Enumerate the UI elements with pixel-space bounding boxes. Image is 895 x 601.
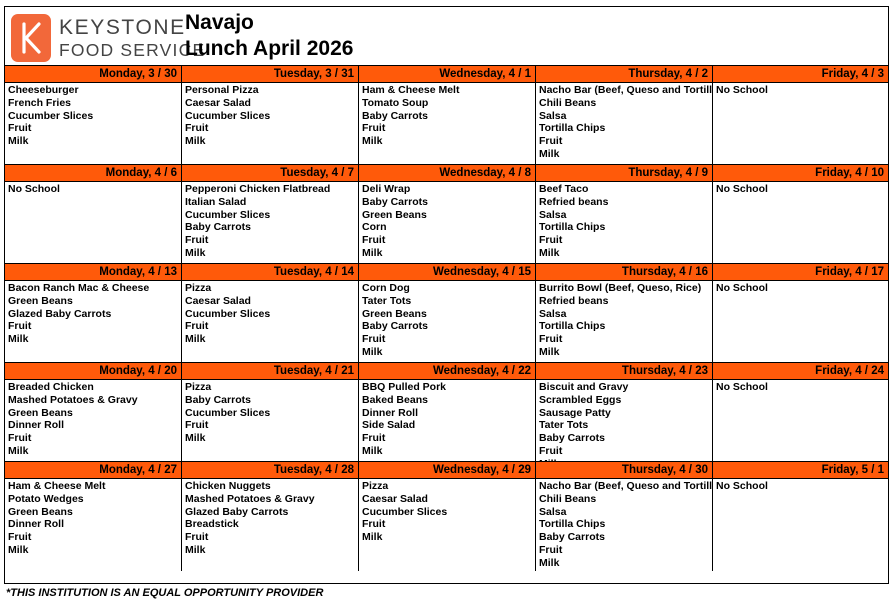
menu-item: Fruit (185, 320, 209, 333)
menu-item: Fruit (539, 234, 563, 247)
day-cell (535, 462, 712, 571)
menu-item: Tater Tots (539, 419, 589, 432)
menu-item: Milk (362, 246, 383, 259)
day-cell (712, 462, 888, 571)
menu-item: Baked Beans (362, 393, 428, 406)
day-cell (5, 66, 181, 164)
footer-note: *THIS INSTITUTION IS AN EQUAL OPPORTUNITY PROVIDER (6, 587, 324, 599)
day-cell (5, 363, 181, 461)
menu-items (713, 281, 888, 295)
menu-item: Corn Dog (362, 282, 410, 294)
menu-item: Fruit (362, 234, 386, 247)
menu-item: Caesar Salad (362, 492, 428, 505)
school-name: Navajo (185, 11, 254, 34)
menu-item: Fruit (539, 333, 563, 346)
menu-item: Fruit (185, 531, 209, 544)
menu-item: Milk (185, 432, 206, 445)
day-header: Thursday, 4 / 23 (536, 363, 712, 380)
day-header: Wednesday, 4 / 1 (359, 66, 535, 83)
menu-items (536, 281, 712, 359)
day-cell (535, 363, 712, 461)
menu-item: Deli Wrap (362, 183, 411, 195)
menu-items (5, 83, 181, 148)
menu-item: Side Salad (362, 419, 416, 432)
menu-item: Milk (362, 531, 383, 544)
menu-item: Burrito Bowl (Beef, Queso, Rice) (539, 282, 702, 294)
day-header: Monday, 4 / 13 (5, 264, 181, 281)
menu-item: BBQ Pulled Pork (362, 381, 447, 393)
menu-item: Caesar Salad (185, 294, 251, 307)
menu-item: Milk (8, 444, 29, 457)
day-cell (181, 462, 358, 571)
menu-item: Tortilla Chips (539, 320, 606, 333)
menu-items (536, 380, 712, 471)
menu-item: Breadstick (185, 518, 239, 531)
menu-item: Ham & Cheese Melt (8, 480, 106, 492)
menu-item: Glazed Baby Carrots (8, 307, 112, 320)
day-cell (535, 66, 712, 164)
day-header: Friday, 4 / 24 (713, 363, 888, 380)
menu-items (536, 182, 712, 260)
menu-item: Chili Beans (539, 96, 597, 109)
menu-items (182, 182, 358, 260)
menu-item: Chili Beans (539, 492, 597, 505)
week-row (5, 362, 888, 461)
day-header: Tuesday, 4 / 14 (182, 264, 358, 281)
menu-item: Fruit (185, 122, 209, 135)
day-header: Tuesday, 4 / 21 (182, 363, 358, 380)
menu-item: Dinner Roll (362, 406, 419, 419)
menu-item: Baby Carrots (362, 109, 428, 122)
menu-item: Green Beans (8, 505, 73, 518)
day-header: Tuesday, 4 / 28 (182, 462, 358, 479)
menu-item: Dinner Roll (8, 518, 65, 531)
day-header: Monday, 4 / 20 (5, 363, 181, 380)
menu-items (5, 479, 181, 557)
menu-item: Milk (8, 543, 29, 556)
menu-items (359, 182, 535, 260)
menu-items (182, 380, 358, 445)
menu-items (5, 380, 181, 458)
day-cell (358, 363, 535, 461)
menu-item: Potato Wedges (8, 492, 84, 505)
menu-item: Milk (362, 444, 383, 457)
menu-item: Baby Carrots (539, 531, 605, 544)
menu-items (359, 281, 535, 359)
day-header: Friday, 4 / 3 (713, 66, 888, 83)
day-header: Wednesday, 4 / 29 (359, 462, 535, 479)
day-header: Wednesday, 4 / 15 (359, 264, 535, 281)
menu-item: Tater Tots (362, 294, 412, 307)
menu-item: Milk (185, 135, 206, 148)
menu-items (713, 182, 888, 196)
menu-item: Fruit (539, 135, 563, 148)
day-cell (535, 165, 712, 263)
day-cell (712, 66, 888, 164)
menu-item: Mashed Potatoes & Gravy (8, 393, 138, 406)
day-cell (181, 264, 358, 362)
day-cell (181, 363, 358, 461)
menu-item: Milk (185, 333, 206, 346)
menu-item: Pizza (185, 381, 212, 393)
week-row (5, 263, 888, 362)
menu-sheet (4, 6, 889, 584)
menu-item: Fruit (185, 419, 209, 432)
menu-item: No School (716, 183, 768, 195)
menu-item: No School (8, 183, 60, 195)
menu-item: Tortilla Chips (539, 221, 606, 234)
menu-item: Milk (539, 246, 560, 259)
menu-item: Salsa (539, 505, 567, 518)
menu-item: Sausage Patty (539, 406, 611, 419)
day-header: Friday, 4 / 17 (713, 264, 888, 281)
menu-item: Tortilla Chips (539, 518, 606, 531)
menu-title: Lunch April 2026 (185, 37, 354, 60)
menu-item: Fruit (185, 234, 209, 247)
menu-items (182, 83, 358, 148)
menu-item: Cucumber Slices (8, 109, 94, 122)
menu-item: Milk (185, 246, 206, 259)
menu-item: Refried beans (539, 195, 609, 208)
menu-item: Fruit (362, 333, 386, 346)
menu-item: Salsa (539, 208, 567, 221)
title-block (185, 10, 353, 62)
menu-item: Fruit (8, 531, 32, 544)
logo-line1: KEYSTONE (59, 16, 186, 39)
menu-item: Green Beans (362, 307, 427, 320)
menu-items (536, 479, 712, 570)
menu-item: No School (716, 282, 768, 294)
menu-items (182, 281, 358, 346)
menu-item: Cucumber Slices (362, 505, 448, 518)
menu-item: Glazed Baby Carrots (185, 505, 289, 518)
menu-item: Cucumber Slices (185, 109, 271, 122)
menu-item: Fruit (539, 543, 563, 556)
day-cell (358, 462, 535, 571)
menu-item: Tomato Soup (362, 96, 429, 109)
menu-item: Fruit (8, 320, 32, 333)
menu-header (5, 7, 888, 65)
menu-item: Cheeseburger (8, 84, 79, 96)
menu-item: Milk (539, 345, 560, 358)
day-cell (712, 363, 888, 461)
menu-item: Fruit (539, 444, 563, 457)
day-header: Tuesday, 3 / 31 (182, 66, 358, 83)
menu-item: Chicken Nuggets (185, 480, 271, 492)
menu-items (182, 479, 358, 557)
menu-item: Cucumber Slices (185, 406, 271, 419)
menu-items (359, 83, 535, 148)
menu-item: Pepperoni Chicken Flatbread (185, 183, 331, 195)
day-header: Wednesday, 4 / 8 (359, 165, 535, 182)
menu-item: Personal Pizza (185, 84, 259, 96)
menu-item: Ham & Cheese Melt (362, 84, 460, 96)
menu-item: Milk (8, 333, 29, 346)
menu-item: Refried beans (539, 294, 609, 307)
day-header: Tuesday, 4 / 7 (182, 165, 358, 182)
menu-item: Mashed Potatoes & Gravy (185, 492, 315, 505)
menu-items (359, 380, 535, 458)
menu-items (536, 83, 712, 161)
week-row (5, 164, 888, 263)
week-row (5, 461, 888, 571)
menu-items (713, 83, 888, 97)
menu-item: Milk (8, 135, 29, 148)
menu-item: Baby Carrots (185, 393, 251, 406)
menu-item: Biscuit and Gravy (539, 381, 629, 393)
menu-item: Fruit (8, 432, 32, 445)
menu-item: No School (716, 84, 768, 96)
day-header: Friday, 5 / 1 (713, 462, 888, 479)
day-header: Thursday, 4 / 30 (536, 462, 712, 479)
menu-item: Salsa (539, 109, 567, 122)
day-header: Wednesday, 4 / 22 (359, 363, 535, 380)
menu-item: Baby Carrots (362, 195, 428, 208)
day-cell (535, 264, 712, 362)
keystone-logo (11, 14, 206, 62)
menu-item: Scrambled Eggs (539, 393, 622, 406)
menu-item: No School (716, 381, 768, 393)
menu-item: Fruit (8, 122, 32, 135)
day-header: Friday, 4 / 10 (713, 165, 888, 182)
menu-item: Caesar Salad (185, 96, 251, 109)
menu-item: Beef Taco (539, 183, 589, 195)
menu-item: Baby Carrots (362, 320, 428, 333)
menu-items (359, 479, 535, 544)
day-header: Thursday, 4 / 9 (536, 165, 712, 182)
menu-item: Milk (539, 147, 560, 160)
day-cell (358, 264, 535, 362)
menu-item: Fruit (362, 432, 386, 445)
menu-item: Green Beans (8, 406, 73, 419)
menu-items (713, 380, 888, 394)
menu-item: Dinner Roll (8, 419, 65, 432)
menu-items (5, 281, 181, 346)
menu-item: Milk (362, 345, 383, 358)
menu-item: Fruit (362, 518, 386, 531)
day-cell (5, 264, 181, 362)
day-header: Monday, 4 / 6 (5, 165, 181, 182)
day-cell (358, 165, 535, 263)
logo-line2: FOOD SERVICE (59, 40, 206, 60)
day-cell (181, 165, 358, 263)
menu-item: Tortilla Chips (539, 122, 606, 135)
day-header: Monday, 4 / 27 (5, 462, 181, 479)
menu-item: Italian Salad (185, 195, 247, 208)
menu-item: Baby Carrots (185, 221, 251, 234)
menu-item: Pizza (362, 480, 389, 492)
menu-item: Green Beans (8, 294, 73, 307)
menu-item: Cucumber Slices (185, 307, 271, 320)
menu-item: Breaded Chicken (8, 381, 94, 393)
menu-item: Salsa (539, 307, 567, 320)
day-cell (181, 66, 358, 164)
day-cell (5, 462, 181, 571)
day-header: Thursday, 4 / 2 (536, 66, 712, 83)
menu-item: Green Beans (362, 208, 427, 221)
menu-item: Milk (185, 543, 206, 556)
day-cell (712, 264, 888, 362)
day-header: Thursday, 4 / 16 (536, 264, 712, 281)
menu-item: Milk (539, 556, 560, 569)
day-cell (712, 165, 888, 263)
menu-item: Nacho Bar (Beef, Queso and Tortill (539, 480, 713, 492)
day-cell (358, 66, 535, 164)
day-header: Monday, 3 / 30 (5, 66, 181, 83)
menu-item: No School (716, 480, 768, 492)
menu-item: Pizza (185, 282, 212, 294)
menu-items (5, 182, 181, 196)
menu-item: Baby Carrots (539, 432, 605, 445)
menu-item: Fruit (362, 122, 386, 135)
menu-item: French Fries (8, 96, 72, 109)
week-row (5, 65, 888, 164)
menu-items (713, 479, 888, 493)
day-cell (5, 165, 181, 263)
menu-item: Cucumber Slices (185, 208, 271, 221)
menu-item: Milk (362, 135, 383, 148)
menu-calendar-grid (5, 65, 888, 571)
menu-item: Corn (362, 221, 387, 234)
menu-item: Nacho Bar (Beef, Queso and Tortill (539, 84, 713, 96)
menu-item: Bacon Ranch Mac & Cheese (8, 282, 150, 294)
keystone-k-icon (11, 14, 51, 62)
